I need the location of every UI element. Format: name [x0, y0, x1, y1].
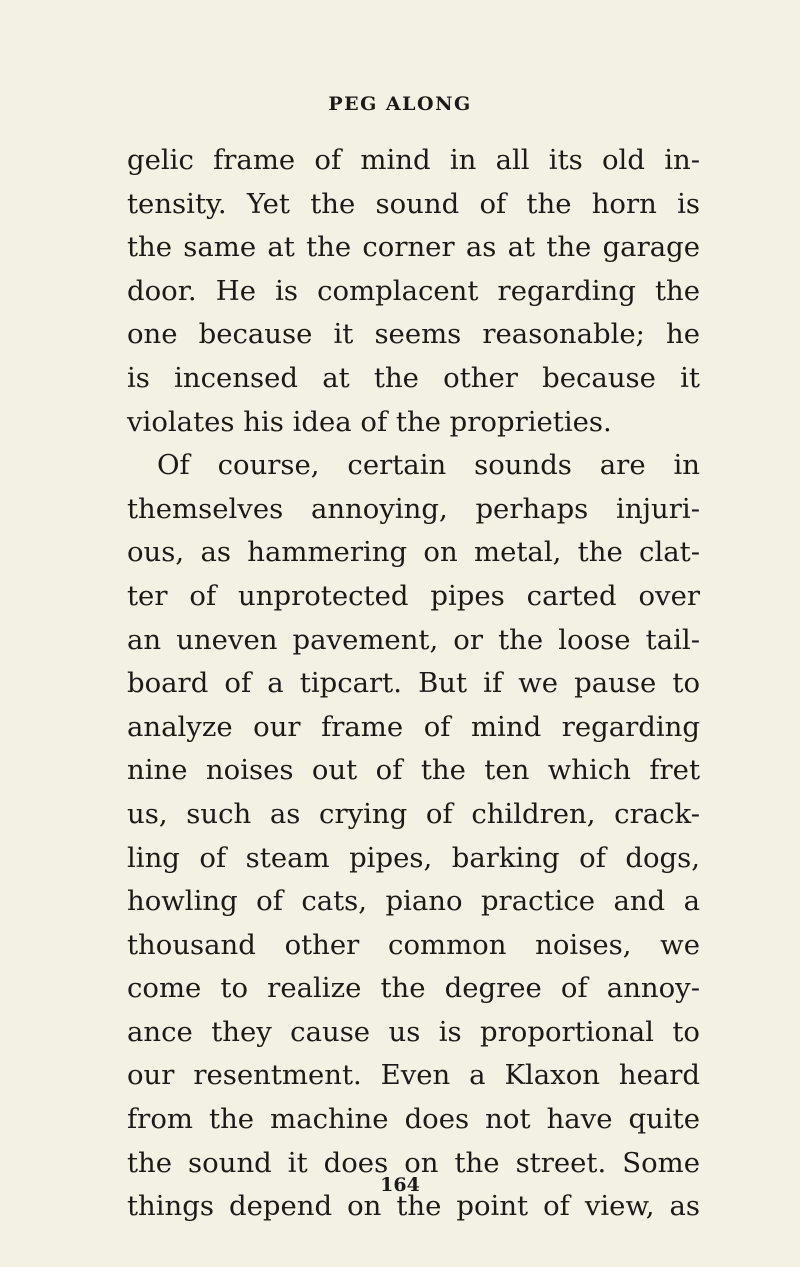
- text-line: thousand other common noises, we: [127, 928, 700, 961]
- body-text: [127, 139, 700, 1229]
- text-line: nine noises out of the ten which fret: [127, 754, 700, 787]
- text-line: tensity. Yet the sound of the horn is: [127, 187, 700, 220]
- text-line: us, such as crying of children, crack-: [127, 797, 700, 830]
- text-line: the sound it does on the street. Some: [127, 1146, 700, 1179]
- text-line: ous, as hammering on metal, the clat-: [127, 536, 700, 569]
- text-line: one because it seems reasonable; he: [127, 318, 700, 351]
- text-line: analyze our frame of mind regarding: [127, 710, 700, 743]
- text-line: our resentment. Even a Klaxon heard: [127, 1059, 700, 1092]
- text-line: violates his idea of the proprieties.: [127, 405, 612, 438]
- text-line: come to realize the degree of annoy-: [127, 972, 700, 1005]
- text-line: board of a tipcart. But if we pause to: [127, 667, 700, 700]
- text-line: is incensed at the other because it: [127, 361, 700, 394]
- running-head: PEG ALONG: [328, 93, 472, 115]
- text-line: ance they cause us is proportional to: [127, 1015, 700, 1048]
- text-line: ling of steam pipes, barking of dogs,: [127, 841, 700, 874]
- text-line: door. He is complacent regarding the: [127, 274, 700, 307]
- text-line: an uneven pavement, or the loose tail-: [127, 623, 700, 656]
- page-number: 164: [380, 1174, 420, 1196]
- text-line: from the machine does not have quite: [127, 1103, 700, 1136]
- text-line: things depend on the point of view, as: [127, 1190, 700, 1223]
- text-line: themselves annoying, perhaps injuri-: [127, 492, 700, 525]
- text-line: ter of unprotected pipes carted over: [127, 579, 700, 612]
- text-line: gelic frame of mind in all its old in-: [127, 144, 700, 176]
- text-line: the same at the corner as at the garage: [127, 231, 700, 264]
- text-line: Of course, certain sounds are in: [157, 449, 700, 482]
- text-line: howling of cats, piano practice and a: [127, 885, 700, 918]
